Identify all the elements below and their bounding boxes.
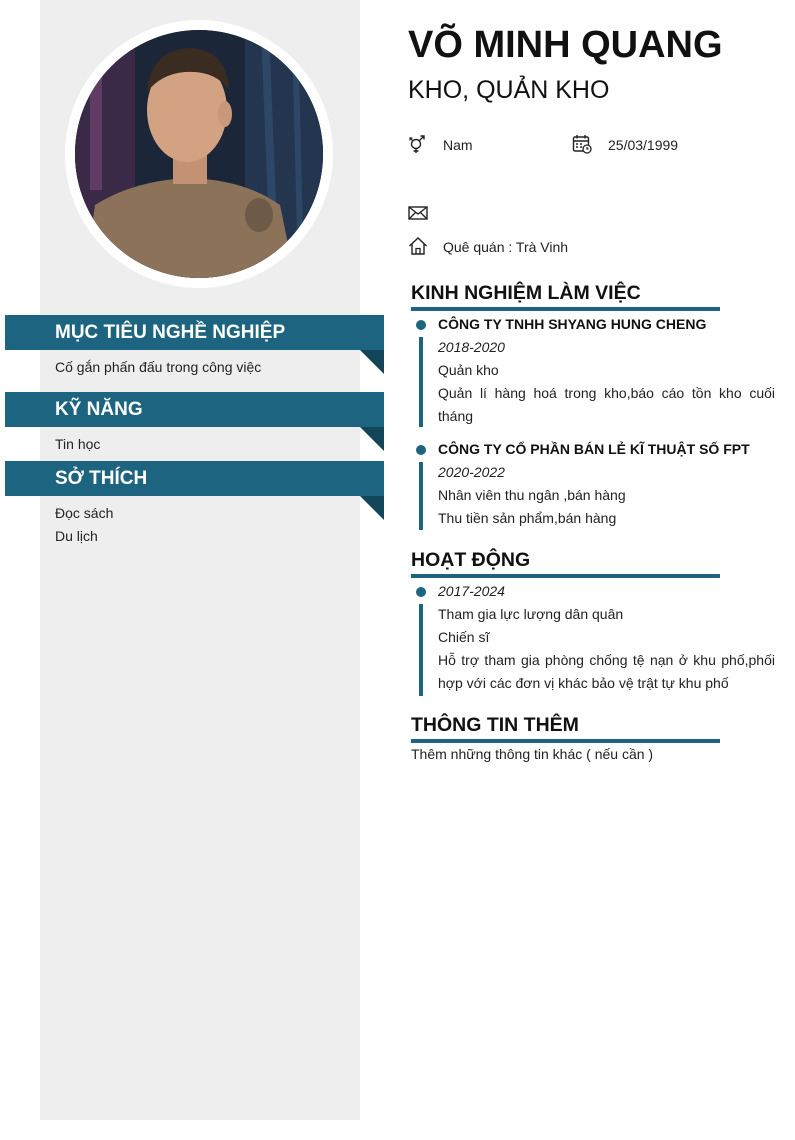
skill-item: Tin học [55,436,101,452]
hobby-item: Đọc sách [55,505,114,521]
section-hobbies-title: SỞ THÍCH [55,468,148,489]
section-hobbies-header [5,461,384,496]
mail-icon [408,203,428,223]
gender-icon [408,134,428,154]
timeline-line [419,337,423,427]
hobby-item: Du lịch [55,528,98,544]
ribbon-fold [360,427,384,451]
section-experience-title: KINH NGHIỆM LÀM VIỆC [411,281,720,311]
job-title: KHO, QUẢN KHO [408,76,610,104]
section-activities-title: HOẠT ĐỘNG [411,548,720,578]
experience-description: Thu tiền sản phẩm,bán hàng [438,510,617,526]
ribbon-fold [360,496,384,520]
experience-company: CÔNG TY TNHH SHYANG HUNG CHENG [438,316,707,332]
hometown-value: Quê quán : Trà Vinh [443,239,569,255]
activity-period: 2017-2024 [438,583,505,599]
section-objective-title: MỤC TIÊU NGHỀ NGHIỆP [55,322,286,343]
timeline-dot [416,445,426,455]
activity-line: Chiến sĩ [438,629,490,645]
section-skills-title: KỸ NĂNG [55,399,143,420]
experience-period: 2020-2022 [438,464,505,480]
experience-company: CÔNG TY CỔ PHẦN BÁN LẺ KĨ THUẬT SỐ FPT [438,441,750,457]
experience-description: Quản lí hàng hoá trong kho,báo cáo tồn kho cuối tháng [438,385,775,424]
experience-position: Nhân viên thu ngân ,bán hàng [438,487,626,503]
birthdate-value: 25/03/1999 [608,137,679,153]
calendar-icon [572,134,592,154]
experience-position: Quản kho [438,362,499,378]
section-additional-title: THÔNG TIN THÊM [411,713,720,743]
objective-item: Cố gắn phấn đấu trong công việc [55,359,262,375]
section-skills-header [5,392,384,427]
ribbon-fold [360,350,384,374]
timeline-line [419,462,423,530]
activity-line: Tham gia lực lượng dân quân [438,606,624,622]
experience-period: 2018-2020 [438,339,505,355]
additional-text: Thêm những thông tin khác ( nếu cần ) [411,746,654,762]
timeline-dot [416,320,426,330]
candidate-name: VÕ MINH QUANG [408,24,723,66]
timeline-dot [416,587,426,597]
profile-photo [75,30,323,278]
gender-value: Nam [443,137,473,153]
home-icon [408,236,428,256]
activity-line: Hỗ trợ tham gia phòng chống tệ nạn ở khu phố,phối hợp với các đơn vị khác bảo vệ trật tự khu phố [438,652,775,691]
section-objective-header [5,315,384,350]
timeline-line [419,604,423,696]
